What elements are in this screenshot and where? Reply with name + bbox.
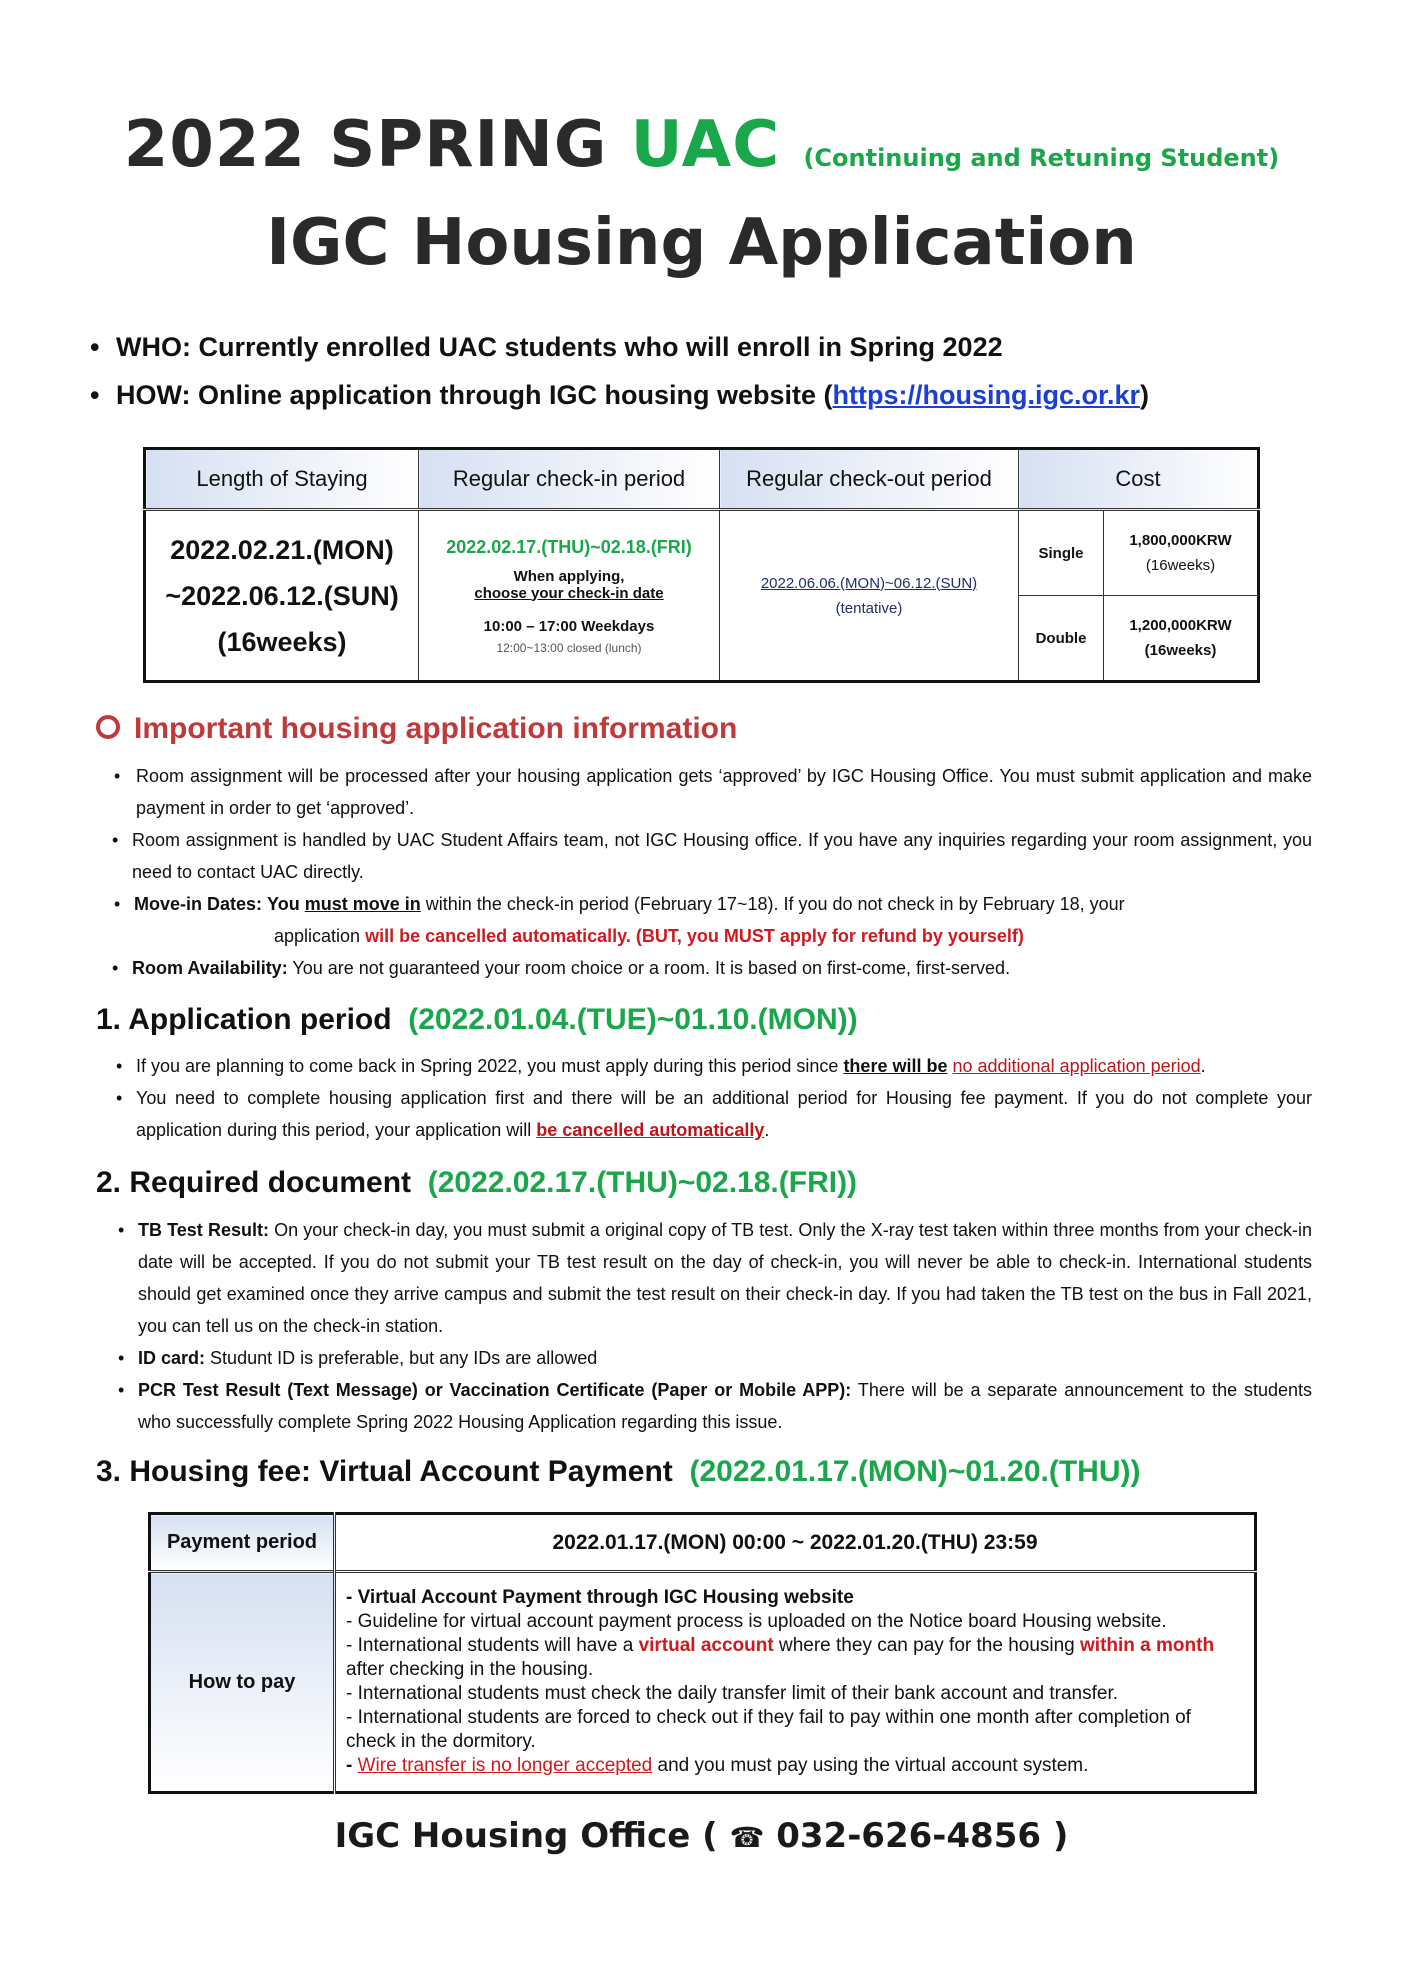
how-line — [90, 380, 1149, 411]
important-list — [112, 760, 1312, 984]
important-item-3 — [112, 888, 1312, 952]
stay-table — [143, 447, 1260, 683]
footer-contact — [0, 1816, 1403, 1856]
section-1-heading — [96, 1003, 858, 1037]
section-2-item-tb — [118, 1214, 1312, 1342]
header-checkin: Regular check-in period — [419, 449, 720, 510]
telephone-icon: ☎ — [729, 1821, 765, 1854]
pay-line-2: - Guideline for virtual account payment process is uploaded on the Notice board Housing website. — [346, 1611, 1167, 1632]
pcr-label: PCR Test Result (Text Message) or Vaccination Certificate (Paper or Mobile APP): — [138, 1380, 852, 1400]
important-item-4 — [112, 952, 1312, 984]
section-3-title: 3. Housing fee: Virtual Account Payment — [96, 1455, 673, 1488]
bullet-icon: • — [112, 958, 119, 978]
title-uac: UAC — [630, 108, 781, 182]
title-spring: 2022 SPRING — [123, 108, 631, 182]
housing-website-link[interactable]: https://housing.igc.or.kr — [832, 380, 1141, 410]
wire-transfer-warning: Wire transfer is no longer accepted — [357, 1755, 653, 1776]
section-1-item-1 — [116, 1050, 1312, 1082]
important-heading-text: Important housing application information — [134, 712, 738, 745]
period: . — [764, 1120, 770, 1140]
bullet-icon: • — [118, 1220, 125, 1240]
section-1-b1-warning: no additional application period — [952, 1056, 1201, 1076]
pay-line-6-dash: - — [346, 1755, 358, 1776]
checkin-hours: 10:00 – 17:00 Weekdays — [483, 617, 655, 635]
important-p2: Room assignment is handled by UAC Student Affairs team, not IGC Housing office. If you have any inquiries regarding your room assignment, you need to contact UAC directly. — [132, 830, 1312, 882]
section-1-b2-text: You need to complete housing application first and there will be an additional period for Housing fee payment. If you do not complete your application during this period, your application will — [136, 1088, 1312, 1140]
section-2-item-id — [118, 1342, 1312, 1374]
tb-label: TB Test Result: — [138, 1220, 269, 1240]
header-cost: Cost — [1019, 449, 1259, 510]
section-1-b1-emph: there will be — [843, 1056, 948, 1076]
pcr-text: There will be a separate announcement to the students who successfully complete Spring 2022 Housing Application regarding this issue. — [138, 1380, 1313, 1432]
who-text: WHO: Currently enrolled UAC students who will enroll in Spring 2022 — [116, 332, 1003, 362]
period: . — [1200, 1056, 1206, 1076]
single-label: Single — [1019, 510, 1104, 596]
checkout-note: (tentative) — [835, 599, 903, 617]
double-cost-cell — [1104, 596, 1259, 682]
length-start: 2022.02.21.(MON) — [170, 534, 394, 565]
single-cost: 1,800,000KRW — [1129, 532, 1232, 549]
tb-text: On your check-in day, you must submit a original copy of TB test. Only the X-ray test taken within three months from your check-in date will be accepted. If you do not submit your TB test result on the day of check-in, you will never be able to check-in. International students should get examined once they arrive campus and submit the test result on their check-in day. If you had taken the TB test on the bus in Fall 2021, you can tell us on the check-in station. — [138, 1220, 1312, 1336]
section-3-dates: (2022.01.17.(MON)~01.20.(THU)) — [689, 1455, 1141, 1488]
single-weeks: (16weeks) — [1145, 557, 1216, 574]
title-line-2: IGC Housing Application — [266, 206, 1137, 280]
pay-line-3-c: where they can pay for the housing — [779, 1635, 1075, 1656]
footer-office: IGC Housing Office ( — [334, 1816, 718, 1856]
pay-line-6 — [346, 1754, 1244, 1778]
checkout-cell — [720, 510, 1019, 682]
id-text: Studunt ID is preferable, but any IDs are allowed — [210, 1348, 598, 1368]
move-in-must: must move in — [304, 894, 421, 914]
important-p1: Room assignment will be processed after your housing application gets ‘approved’ by IGC Housing Office. You must submit application and make payment in order to get ‘approved’. — [136, 766, 1312, 818]
pay-line-4: - International students must check the daily transfer limit of their bank account and transfer. — [346, 1683, 1119, 1704]
section-2-title: 2. Required document — [96, 1166, 412, 1199]
virtual-account-emph: virtual account — [638, 1635, 774, 1656]
id-label: ID card: — [138, 1348, 206, 1368]
checkout-dates: 2022.06.06.(MON)~06.12.(SUN) — [760, 574, 978, 592]
how-to-pay-content — [335, 1572, 1256, 1793]
pay-line-3-e: after checking in the housing. — [346, 1659, 594, 1680]
payment-period-value: 2022.01.17.(MON) 00:00 ~ 2022.01.20.(THU) 23:59 — [335, 1514, 1256, 1572]
move-in-you: You — [267, 894, 300, 914]
length-weeks: (16weeks) — [217, 626, 347, 657]
payment-table — [148, 1512, 1257, 1794]
important-item-2 — [112, 824, 1312, 888]
section-1-dates: (2022.01.04.(TUE)~01.10.(MON)) — [408, 1003, 858, 1036]
checkin-note-2: choose your check-in date — [474, 584, 664, 602]
pay-line-6-c: and you must pay using the virtual account system. — [657, 1755, 1089, 1776]
bullet-icon: • — [114, 894, 121, 914]
pay-line-3-a: - International students will have a — [346, 1635, 634, 1656]
section-1-item-2 — [116, 1082, 1312, 1146]
bullet-icon: • — [90, 332, 100, 362]
double-cost: 1,200,000KRW — [1129, 617, 1232, 634]
bullet-icon: • — [114, 766, 121, 786]
pay-line-1: - Virtual Account Payment through IGC Housing website — [346, 1587, 854, 1608]
double-weeks: (16weeks) — [1144, 642, 1217, 659]
move-in-text: within the check-in period (February 17~18). If you do not check in by February 18, your — [425, 894, 1125, 914]
room-availability-text: You are not guaranteed your room choice or a room. It is based on first-come, first-served. — [292, 958, 1011, 978]
checkin-closed: 12:00~13:00 closed (lunch) — [496, 640, 642, 655]
bullet-icon: • — [116, 1088, 123, 1108]
bullet-icon: • — [90, 380, 100, 410]
title-line-1 — [0, 108, 1403, 182]
how-text: HOW: Online application through IGC housing website ( — [116, 380, 833, 410]
length-cell — [145, 510, 419, 682]
important-item-1 — [112, 760, 1312, 824]
how-to-pay-label: How to pay — [150, 1572, 335, 1793]
footer-close: ) — [1052, 1816, 1069, 1856]
footer-phone[interactable]: 032-626-4856 — [776, 1816, 1042, 1856]
checkin-cell — [419, 510, 720, 682]
pay-line-3 — [346, 1634, 1244, 1682]
section-1-b2-warning: be cancelled automatically — [536, 1120, 765, 1140]
checkin-note-1: When applying, — [513, 567, 625, 585]
important-heading — [96, 712, 737, 746]
bullet-icon: • — [118, 1380, 125, 1400]
section-2-dates: (2022.02.17.(THU)~02.18.(FRI)) — [427, 1166, 858, 1199]
section-3-heading — [96, 1455, 1140, 1489]
pay-line-5: - International students are forced to check out if they fail to pay within one month after completion of check in the dormitory. — [346, 1707, 1191, 1752]
bullet-icon: • — [112, 830, 119, 850]
payment-period-label: Payment period — [150, 1514, 335, 1572]
move-in-cancel-warning: will be cancelled automatically. (BUT, you MUST apply for refund by yourself) — [365, 926, 1024, 946]
section-1-list — [116, 1050, 1312, 1146]
section-1-b1-text: If you are planning to come back in Spring 2022, you must apply during this period since — [136, 1056, 839, 1076]
circle-outline-icon — [96, 715, 120, 739]
section-2-list — [118, 1214, 1312, 1438]
single-cost-cell — [1104, 510, 1259, 596]
who-line — [90, 332, 1003, 363]
move-in-application: application — [274, 926, 361, 946]
checkin-dates: 2022.02.17.(THU)~02.18.(FRI) — [446, 536, 692, 557]
header-length: Length of Staying — [145, 449, 419, 510]
bullet-icon: • — [116, 1056, 123, 1076]
title-subtitle: (Continuing and Retuning Student) — [803, 144, 1280, 172]
double-label: Double — [1019, 596, 1104, 682]
move-in-label: Move-in Dates: — [134, 894, 263, 914]
how-suffix: ) — [1140, 380, 1150, 410]
header-checkout: Regular check-out period — [720, 449, 1019, 510]
section-1-title: 1. Application period — [96, 1003, 392, 1036]
bullet-icon: • — [118, 1348, 125, 1368]
section-2-heading — [96, 1166, 857, 1200]
room-availability-label: Room Availability: — [132, 958, 288, 978]
length-end: ~2022.06.12.(SUN) — [165, 580, 399, 611]
within-a-month-emph: within a month — [1080, 1635, 1215, 1656]
section-2-item-pcr — [118, 1374, 1312, 1438]
